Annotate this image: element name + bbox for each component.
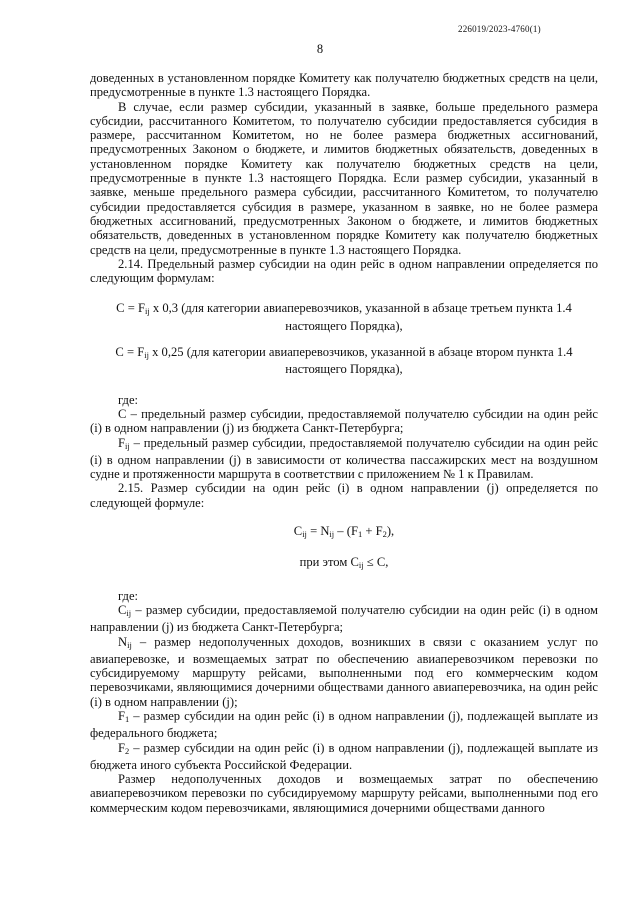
formula-constraint: при этом $C_{ij} \le C$,	[299, 555, 389, 571]
formula-limit-0-25-line2: настоящего Порядка),	[285, 362, 403, 377]
definition-f2: $F_2$ – размер субсидии на один рейс (i) в одном направлении (j), подлежащей выплате из бюджета иного субъекта Российской Федерации.	[90, 740, 598, 772]
definition-nij: $N_{ij}$ – размер недополученных доходов, возникших в связи с оказанием услуг по авиаперевозке, и возмещаемых затрат по обеспечению авиаперевозчиком перевозки по субсидируемому маршруту рейсами, выполненными под его коммерческим кодом перевозчиками, являющимися дочерними обществами данного авиаперевозчика, на один рейс (i) в одном направлении (j);	[90, 634, 598, 709]
paragraph-2-14: 2.14. Предельный размер субсидии на один рейс в одном направлении определяется по следующим формулам:	[90, 256, 598, 286]
document-body	[90, 71, 598, 815]
where-label-1: где:	[118, 392, 139, 407]
formula-limit-0-3-line2: настоящего Порядка),	[285, 318, 403, 333]
paragraph-subsidy-size-case: В случае, если размер субсидии, указанный в заявке, больше предельного размера субсидии, рассчитанного Комитетом, то получателю субсидии предоставляется субсидия в размере, рассчитанном Комитетом, но не более размера бюджетных ассигнований, предусмотренных Законом о бюджете, и лимитов бюджетных обязательств, доведенных в установленном порядке Комитету как получателю бюджетных средств на цели, предусмотренные в пункте 1.3 настоящего Порядка. Если размер субсидии, указанный в заявке, меньше предельного размера субсидии, рассчитанного Комитетом, то получателю субсидии предоставляется субсидия в размере, указанном в заявке, но не более размера бюджетных ассигнований, предусмотренных Законом о бюджете, и лимитов бюджетных обязательств, доведенных в установленном порядке Комитету как получателю бюджетных средств на цели, предусмотренные в пункте 1.3 настоящего Порядка.	[90, 99, 598, 257]
definition-fij: $F_{ij}$ – предельный размер субсидии, предоставляемой получателю субсидии на один рейс (i) в одном направлении (j) в зависимости от количества пассажирских мест на воздушном судне и протяженности маршрута в соответствии с приложением № 1 к Правилам.	[90, 435, 598, 482]
paragraph-continuation: доведенных в установленном порядке Комитету как получателю бюджетных средств на цели, предусмотренные в пункте 1.3 настоящего Порядка.	[90, 71, 598, 100]
formula-cij: $C_{ij} = N_{ij} - (F_1 + F_2)$,	[293, 524, 395, 540]
paragraph-lost-income: Размер недополученных доходов и возмещаемых затрат по обеспечению авиаперевозчиком перевозки по субсидируемому маршруту рейсами, выполненными под его коммерческим кодом перевозчиками, являющимися дочерними обществами данного	[90, 772, 598, 815]
paragraph-2-15: 2.15. Размер субсидии на один рейс (i) в одном направлении (j) определяется по следующей формуле:	[90, 481, 598, 510]
formula-limit-0-25: $С = F_{ij}$ х 0,25 (для категории авиаперевозчиков, указанной в абзаце втором пункта 1.4	[115, 345, 573, 361]
definition-cij: $C_{ij}$ – размер субсидии, предоставляемой получателю субсидии на один рейс (i) в одном направлении (j) из бюджета Санкт-Петербурга;	[90, 602, 598, 635]
page-number: 8	[316, 42, 324, 56]
definition-c: С – предельный размер субсидии, предоставляемой получателю субсидии на один рейс (i) в одном направлении (j) из бюджета Санкт-Петербурга;	[90, 406, 598, 436]
document-registration-number: 226019/2023-4760(1)	[458, 24, 541, 34]
formula-limit-0-3: $С = F_{ij}$ х 0,3 (для категории авиаперевозчиков, указанной в абзаце третьем пункта 1.4	[116, 301, 572, 317]
where-label-2: где:	[118, 588, 139, 603]
definition-f1: $F_1$ – размер субсидии на один рейс (i) в одном направлении (j), подлежащей выплате из федерального бюджета;	[90, 708, 598, 741]
